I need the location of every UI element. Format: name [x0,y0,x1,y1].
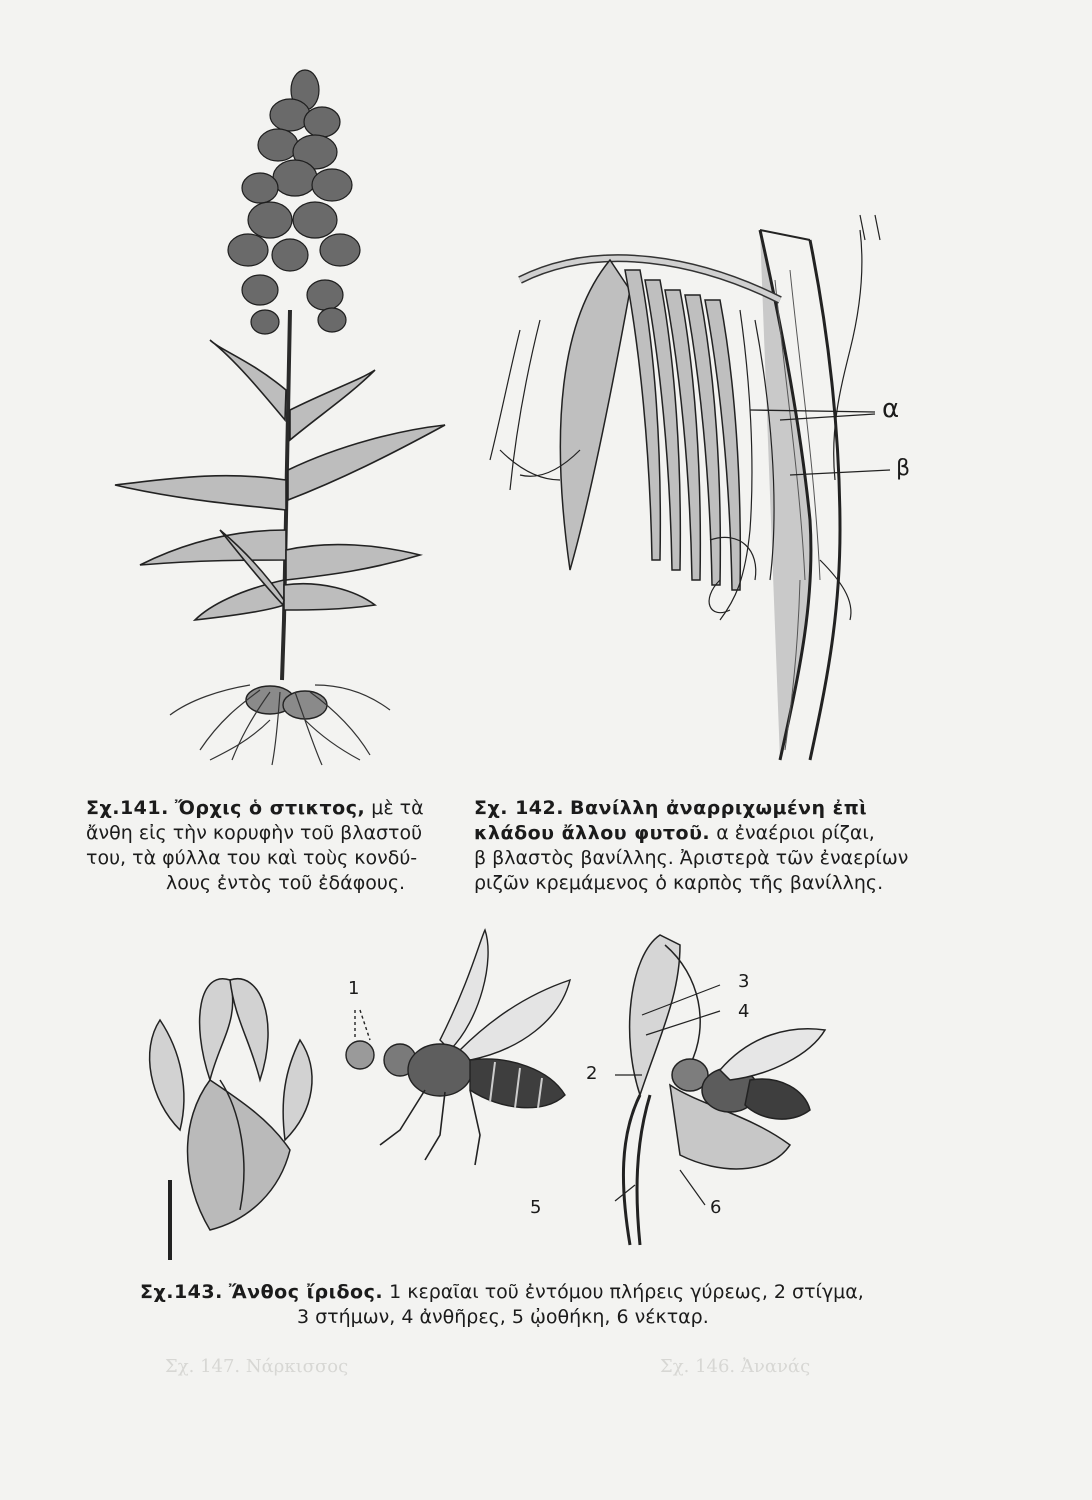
figure-141-caption [86,796,466,896]
figure-142-text-2: α ἐναέριοι ρίζαι, [716,822,875,844]
figure-143-text-1: 1 κεραῖαι τοῦ ἐντόμου πλήρεις γύρεως, 2 στίγμα, [389,1281,864,1303]
figure-143-number: Σχ.143. [140,1281,223,1303]
figure-141-text-2: ἄνθη εἰς τὴν κορυφὴν τοῦ βλαστοῦ [86,822,423,844]
iris-section-illustration [530,915,880,1245]
label-3: 3 [738,971,750,992]
label-1: 1 [348,978,360,999]
figure-142-title: Βανίλλη ἀναρριχωμένη ἐπὶ [570,797,868,819]
orchis-plant-illustration [100,60,460,760]
label-6: 6 [710,1197,722,1218]
figure-141-number: Σχ.141. [86,797,169,819]
figure-142-number: Σχ. 142. [474,797,564,819]
figure-143-title: Ἄνθος ἴριδος. [228,1281,384,1303]
figure-141-title: Ὄρχις ὁ στικτος, [174,797,366,819]
label-beta: β [896,456,911,481]
bee-illustration [330,920,590,1180]
show-through-caption-right: Σχ. 146. Ἀνανάς [660,1356,811,1377]
figure-142-text-3: β βλαστὸς βανίλλης. Ἀριστερὰ τῶν ἐναερίων [474,847,909,869]
figure-142-subtitle: κλάδου ἄλλου φυτοῦ. [474,822,711,844]
figure-142-caption [474,796,944,896]
figure-141-text-1: μὲ τὰ [371,797,424,819]
show-through-caption-left: Σχ. 147. Νάρκισσος [165,1356,349,1377]
vanilla-vine-illustration [480,200,950,760]
label-alpha: α [882,394,900,424]
label-4: 4 [738,1001,750,1022]
figure-142-text-4: ριζῶν κρεμάμενος ὁ καρπὸς τῆς βανίλλης. [474,872,884,894]
label-5: 5 [530,1197,542,1218]
figure-143-caption [140,1280,940,1330]
iris-flower-illustration [120,960,340,1260]
figure-143-text-2: 3 στήμων, 4 ἀνθῆρες, 5 ᾠοθήκη, 6 νέκταρ. [297,1306,709,1328]
figure-141-text-3: του, τὰ φύλλα του καὶ τοὺς κονδύ- [86,847,418,869]
figure-141-text-4: λους ἐντὸς τοῦ ἐδάφους. [166,872,406,894]
label-2: 2 [586,1063,598,1084]
